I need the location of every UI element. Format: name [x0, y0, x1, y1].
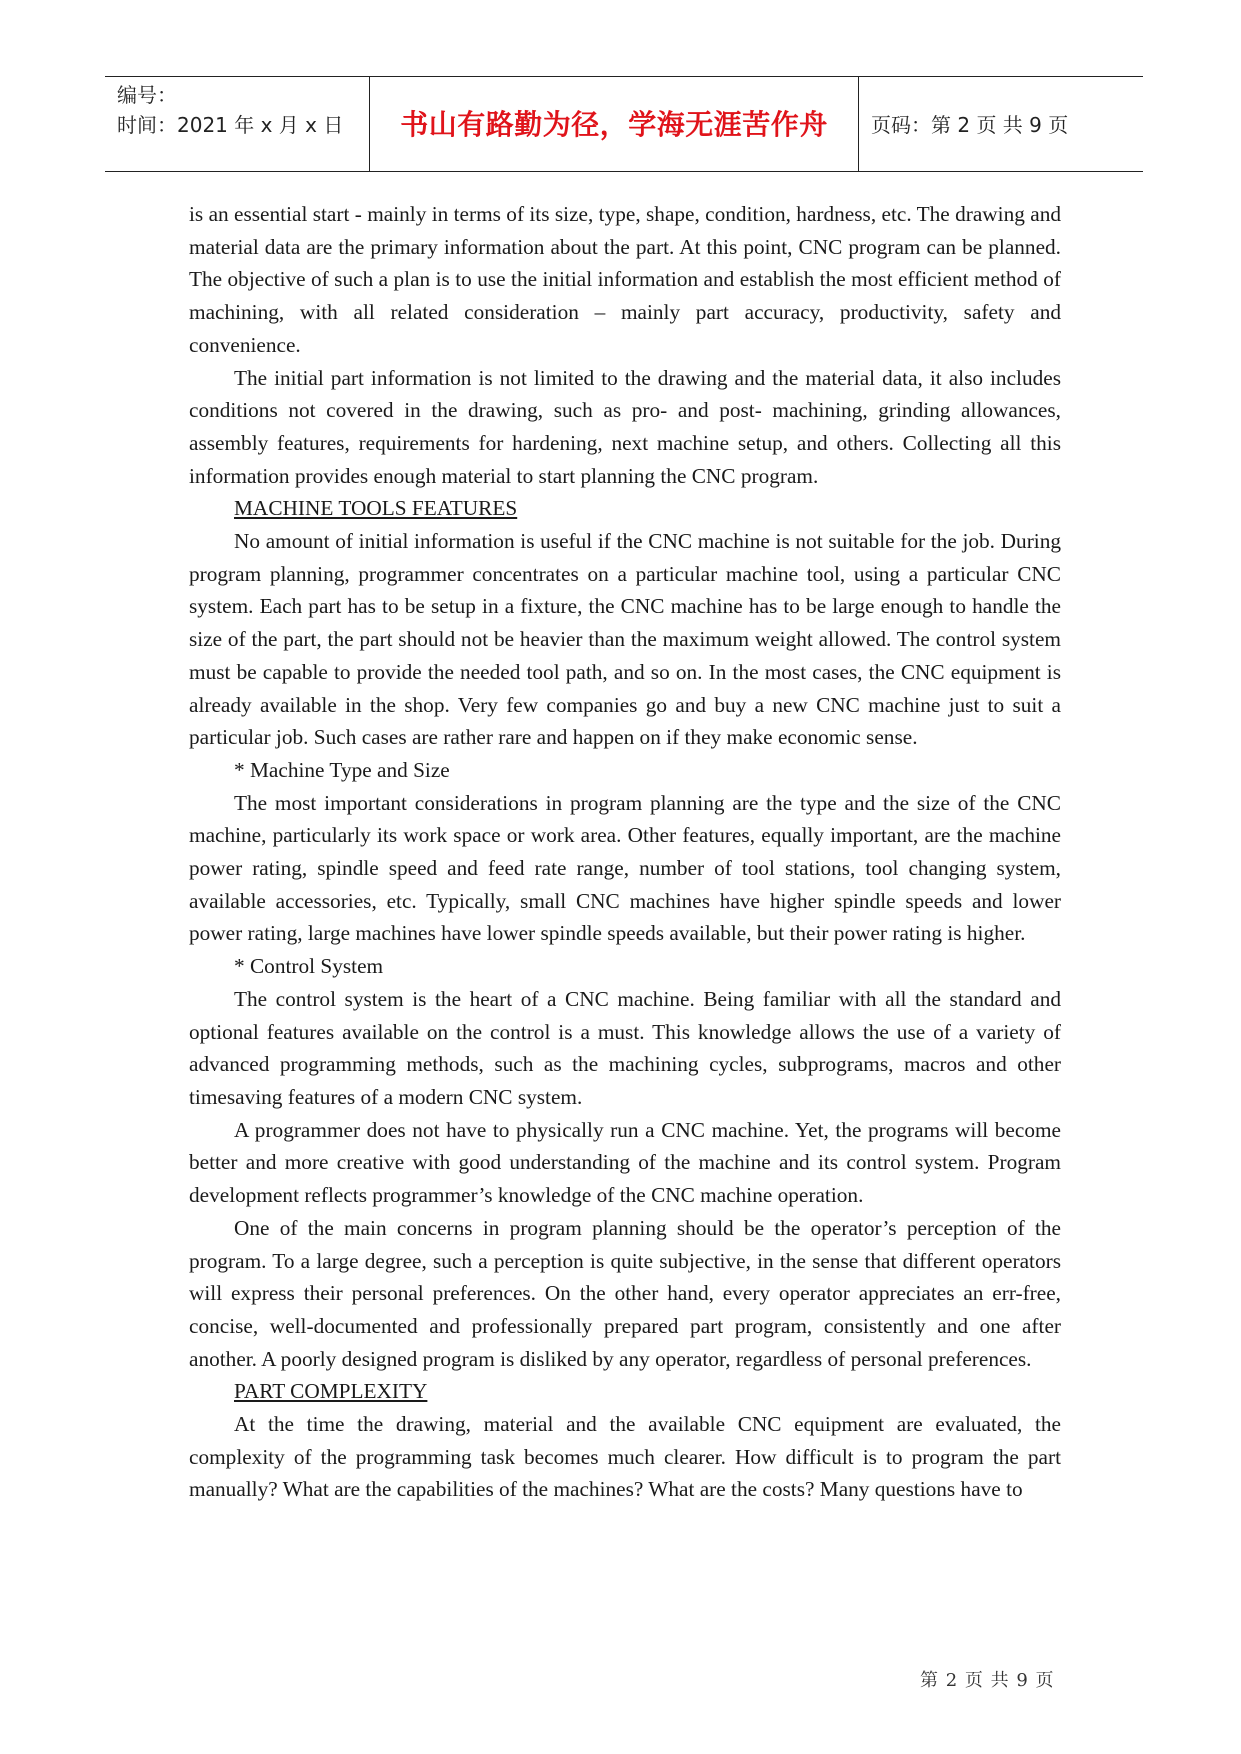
motto-text: 书山有路勤为径，学海无涯苦作舟	[400, 108, 828, 141]
subsection-heading: * Control System	[234, 954, 384, 979]
document-body	[189, 198, 1061, 1506]
page-header	[105, 76, 1143, 172]
paragraph: No amount of initial information is useful if the CNC machine is not suitable for the job. During program planning, programmer concentrates on a particular machine tool, using a particular CNC system. Each part has to be setup in a fixture, the CNC machine has to be large enough to handle the size of the part, the part should not be heavier than the maximum weight allowed. The control system must be capable to provide the needed tool path, and so on. In the most cases, the CNC equipment is already available in the shop. Very few companies go and buy a new CNC machine just to suit a particular job. Such cases are rather rare and happen on if they make economic sense.	[189, 529, 1061, 750]
paragraph: The control system is the heart of a CNC machine. Being familiar with all the standard and optional features available on the control is a must. This knowledge allows the use of a variety of advanced programming methods, such as the machining cycles, subprograms, macros and other timesaving features of a modern CNC system.	[189, 986, 1061, 1109]
paragraph: The most important considerations in program planning are the type and the size of the CNC machine, particularly its work space or work area. Other features, equally important, are the machine power rating, spindle speed and feed rate range, number of tool stations, tool changing system, available accessories, etc. Typically, small CNC machines have higher spindle speeds and lower power rating, large machines have lower spindle speeds available, but their power rating is higher.	[189, 790, 1061, 946]
header-page-number: 页码：第 2 页 共 9 页	[871, 113, 1069, 137]
header-motto-cell	[369, 77, 859, 171]
paragraph: The initial part information is not limited to the drawing and the material data, it also includes conditions not covered in the drawing, such as pro- and post- machining, grinding allowances, assembly features, requirements for hardening, next machine setup, and others. Collecting all this information provides enough material to start planning the CNC program.	[189, 365, 1061, 488]
date-label: 时间：2021 年 x 月 x 日	[117, 113, 344, 137]
section-heading: MACHINE TOOLS FEATURES	[234, 496, 518, 521]
serial-number-label: 编号：	[117, 83, 177, 107]
footer-page-number: 第 2 页 共 9 页	[920, 1670, 1054, 1691]
section-heading: PART COMPLEXITY	[234, 1379, 428, 1404]
paragraph: One of the main concerns in program planning should be the operator’s perception of the program. To a large degree, such a perception is quite subjective, in the sense that different operators will express their personal preferences. On the other hand, every operator appreciates an err-free, concise, well-documented and professionally prepared part program, consistently and one after another. A poorly designed program is disliked by any operator, regardless of personal preferences.	[189, 1215, 1061, 1371]
header-page-cell	[859, 77, 1143, 171]
paragraph: is an essential start - mainly in terms of its size, type, shape, condition, hardness, etc. The drawing and material data are the primary information about the part. At this point, CNC program can be planned. The objective of such a plan is to use the initial information and establish the most efficient method of machining, with all related consideration – mainly part accuracy, productivity, safety and convenience.	[189, 202, 1061, 357]
paragraph: A programmer does not have to physically run a CNC machine. Yet, the programs will become better and more creative with good understanding of the machine and its control system. Program development reflects programmer’s knowledge of the CNC machine operation.	[189, 1117, 1061, 1208]
paragraph: At the time the drawing, material and the available CNC equipment are evaluated, the complexity of the programming task becomes much clearer. How difficult is to program the part manually? What are the capabilities of the machines? What are the costs? Many questions have to	[189, 1412, 1061, 1502]
header-info-cell	[105, 77, 369, 171]
subsection-heading: * Machine Type and Size	[234, 757, 450, 782]
